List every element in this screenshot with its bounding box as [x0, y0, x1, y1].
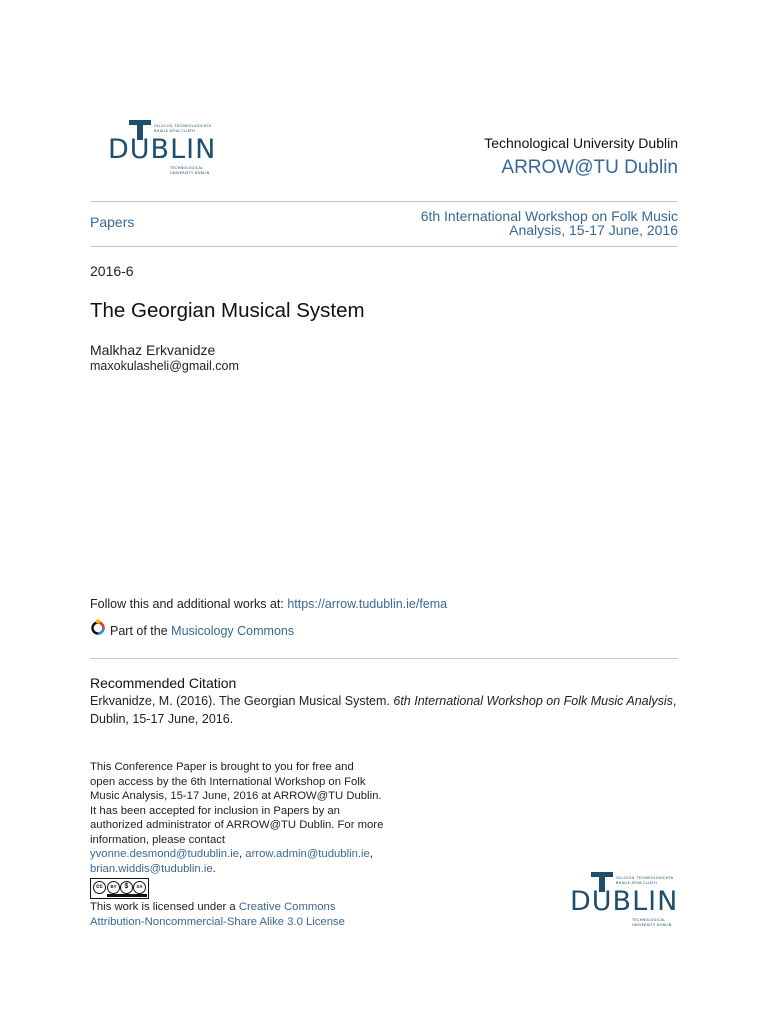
citation-italic: 6th International Workshop on Folk Music Analysis [393, 694, 673, 708]
papers-link[interactable]: Papers [90, 214, 135, 230]
access-notice [90, 760, 390, 876]
contact-email-1[interactable]: yvonne.desmond@tudublin.ie [90, 848, 240, 860]
logo-top-text-1: OLLSCOIL TEICNEOLAÍOCHTA [616, 876, 674, 880]
cc-license-badge[interactable] [90, 878, 149, 899]
logo-wordmark: DUBLIN [108, 134, 217, 165]
event-link-line-1[interactable]: 6th International Workshop on Folk Music [420, 208, 678, 224]
contact-comma: , [369, 848, 373, 860]
license-text: This work is licensed under a [90, 901, 239, 913]
citation-heading: Recommended Citation [90, 675, 237, 691]
by-icon: BY [107, 881, 120, 894]
repository-link[interactable]: ARROW@TU Dublin [501, 157, 678, 178]
publication-date: 2016-6 [90, 263, 134, 279]
divider-collection [90, 246, 678, 247]
cc-icon: cc [93, 881, 106, 894]
tu-dublin-logo-footer [570, 870, 679, 932]
follow-text: Follow this and additional works at: [90, 597, 288, 611]
divider-top [90, 201, 678, 202]
notice-line: information, please contact [90, 833, 226, 846]
logo-wordmark: DUBLIN [570, 886, 679, 917]
logo-top-text-2: BHAILE ÁTHA CLIATH [616, 881, 658, 885]
part-of-line [110, 624, 294, 638]
contact-email-3[interactable]: brian.widdis@tudublin.ie [90, 862, 213, 875]
notice-line: open access by the 6th International Workshop on Folk [90, 775, 366, 788]
contact-period: . [212, 862, 216, 875]
notice-line: authorized administrator of ARROW@TU Dublin. For more [90, 819, 384, 831]
citation-line-1 [90, 694, 676, 708]
institution-name: Technological University Dublin [484, 135, 678, 151]
tu-dublin-logo [108, 118, 217, 180]
sa-icon: SA [133, 881, 146, 894]
logo-bottom-text-2: UNIVERSITY DUBLIN [170, 171, 210, 175]
logo-bottom-text-1: TECHNOLOGICAL [170, 166, 204, 170]
follow-line [90, 597, 447, 611]
notice-contacts-line [90, 847, 390, 862]
citation-comma: , [672, 694, 677, 708]
notice-line: It has been accepted for inclusion in Papers by an [90, 804, 340, 817]
paper-title: The Georgian Musical System [90, 299, 365, 322]
citation-line-2: Dublin, 15-17 June, 2016. [90, 712, 234, 726]
logo-top-text-1: OLLSCOIL TEICNEOLAÍOCHTA [154, 124, 212, 128]
license-name-link[interactable]: Attribution-Noncommercial-Share Alike 3.0 License [90, 916, 345, 928]
logo-bottom-text-1: TECHNOLOGICAL [632, 918, 666, 922]
contact-email-2[interactable]: arrow.admin@tudublin.ie [245, 848, 370, 860]
event-link-line-2[interactable]: Analysis, 15-17 June, 2016 [509, 222, 678, 238]
nc-icon: $ [120, 881, 133, 894]
divider-citation [90, 658, 678, 659]
musicology-commons-link[interactable]: Musicology Commons [171, 624, 295, 638]
badge-strip [107, 894, 147, 897]
author-name: Malkhaz Erkvanidze [90, 342, 216, 358]
commons-network-icon [90, 619, 106, 636]
creative-commons-link[interactable]: Creative Commons [238, 901, 336, 913]
notice-contacts-line-2 [90, 862, 390, 877]
license-line-1 [90, 901, 336, 913]
follow-url-link[interactable]: https://arrow.tudublin.ie/fema [287, 597, 448, 611]
logo-bottom-text-2: UNIVERSITY DUBLIN [632, 923, 672, 927]
logo-top-text-2: BHAILE ÁTHA CLIATH [154, 129, 196, 133]
citation-plain: Erkvanidze, M. (2016). The Georgian Musical System. [90, 694, 394, 708]
notice-line: This Conference Paper is brought to you for free and [90, 761, 354, 773]
contact-separator: , [239, 848, 246, 860]
part-of-text: Part of the [110, 624, 172, 638]
notice-line: Music Analysis, 15-17 June, 2016 at ARROW@TU Dublin. [90, 790, 382, 802]
author-email: maxokulasheli@gmail.com [90, 359, 239, 373]
